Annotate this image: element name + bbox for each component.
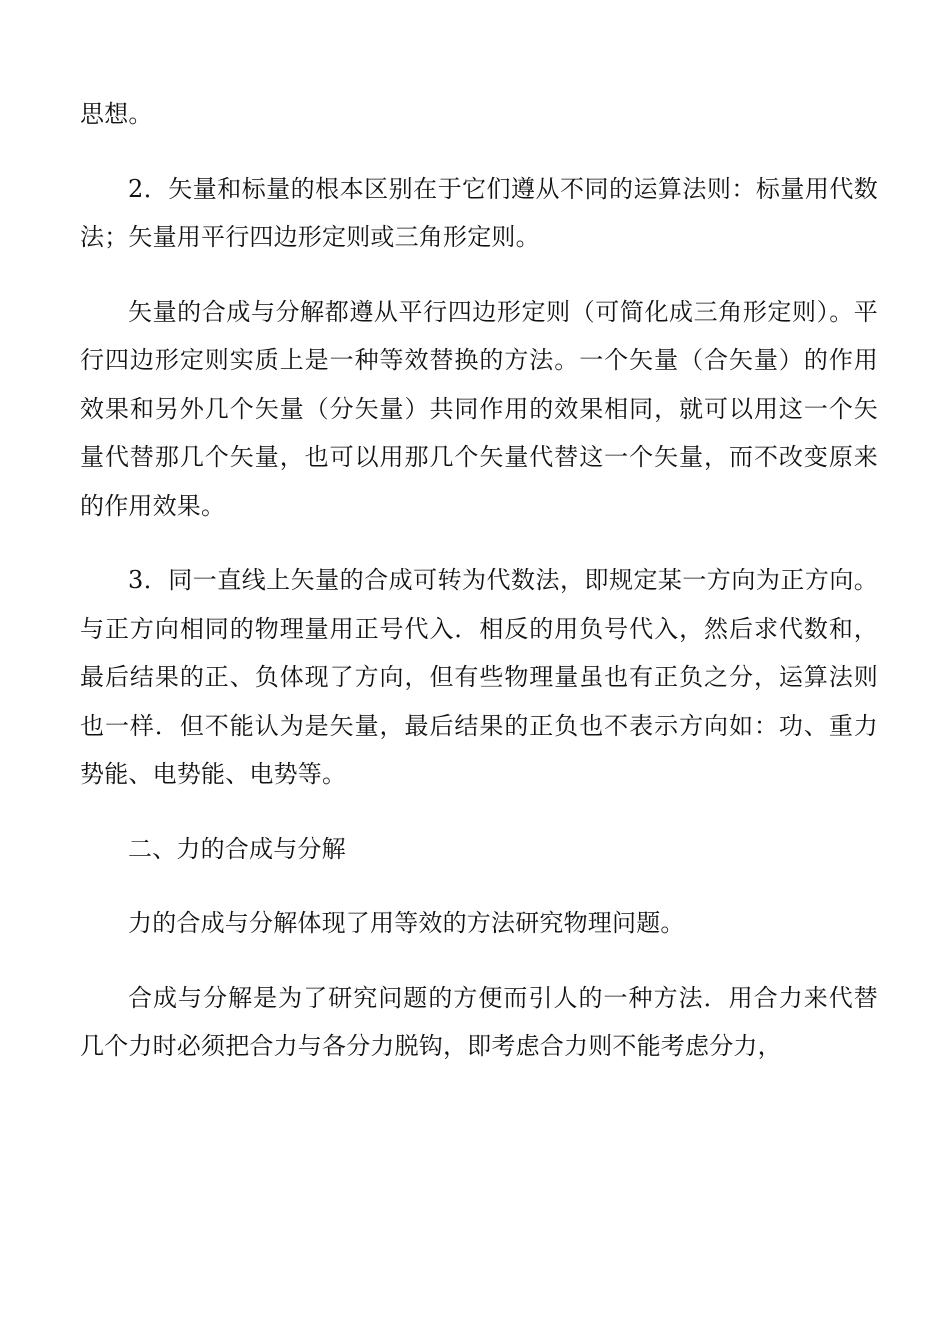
paragraph-3: 矢量的合成与分解都遵从平行四边形定则（可简化成三角形定则）。平行四边形定则实质上是一种等效替换的方法。一个矢量（合矢量）的作用效果和另外几个矢量（分矢量）共同作用的效果相同，就可以用这一个矢量代替那几个矢量，也可以用那几个矢量代替这一个矢量，而不改变原来的作用效果。	[80, 297, 878, 520]
section-heading: 二、力的合成与分解	[128, 834, 346, 863]
paragraph-7: 合成与分解是为了研究问题的方便而引人的一种方法．用合力来代替几个力时必须把合力与各分力脱钩，即考虑合力则不能考虑分力，	[80, 983, 878, 1060]
paragraph-6: 力的合成与分解体现了用等效的方法研究物理问题。	[128, 909, 685, 937]
paragraph-4: 3．同一直线上矢量的合成可转为代数法，即规定某一方向为正方向。与正方向相同的物理量用正号代入．相反的用负号代入，然后求代数和，最后结果的正、负体现了方向，但有些物理量虽也有正负之分，运算法则也一样．但不能认为是矢量，最后结果的正负也不表示方向如：功、重力势能、电势能、电势等。	[80, 566, 878, 788]
paragraph-2: 2．矢量和标量的根本区别在于它们遵从不同的运算法则：标量用代数法；矢量用平行四边形定则或三角形定则。	[80, 174, 878, 251]
paragraph-1: 思想。	[80, 100, 153, 128]
